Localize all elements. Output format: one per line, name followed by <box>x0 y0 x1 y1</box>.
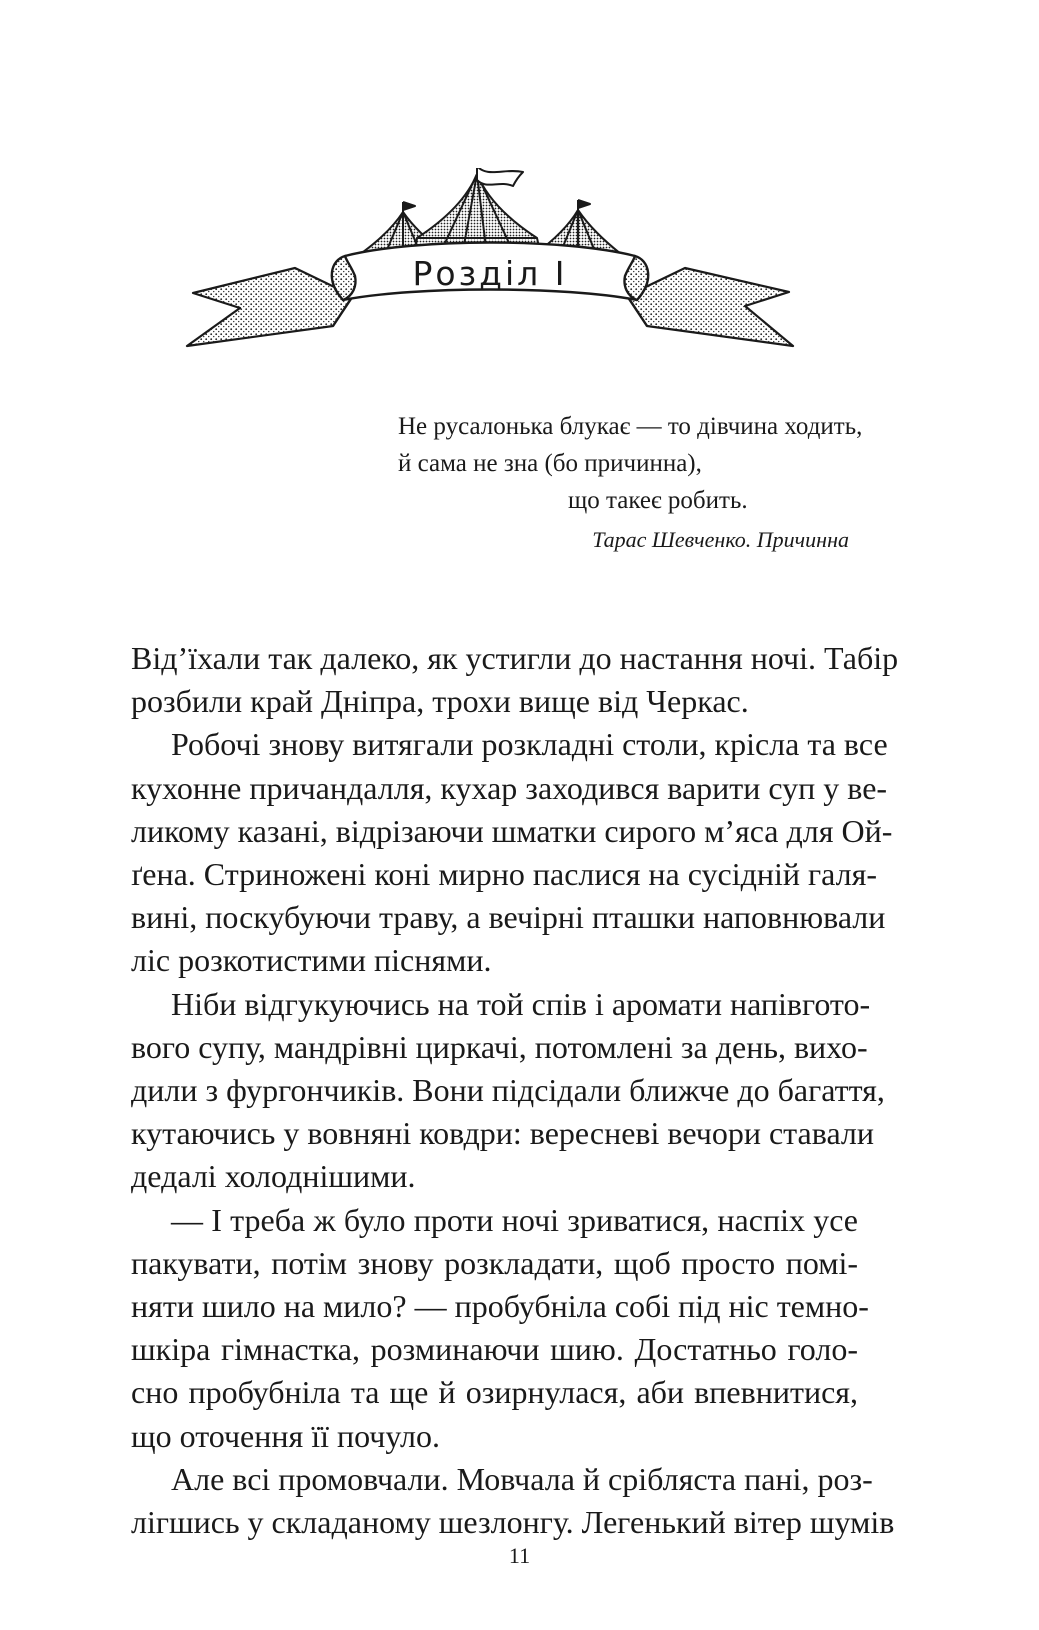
paragraph <box>131 637 899 723</box>
chapter-title: Розділ І <box>412 254 568 293</box>
text-line: — І треба ж було проти ночі зриватися, наспіх усе <box>171 1201 858 1238</box>
chapter-banner <box>185 168 795 368</box>
text-line: няти шило на мило? — пробубніла собі під ніс темно- <box>131 1288 869 1325</box>
epigraph-line: що такеє робить. <box>568 487 748 514</box>
epigraph <box>398 408 863 558</box>
paragraph <box>131 983 885 1199</box>
epigraph-line: Не русалонька блукає — то дівчина ходить, <box>398 413 863 440</box>
text-line: дили з фургончиків. Вони підсідали ближче до багаття, <box>131 1072 885 1109</box>
paragraph <box>131 1199 869 1458</box>
text-line: пакувати, потім знову розкладати, щоб просто помі- <box>131 1244 858 1281</box>
epigraph-attribution: Тарас Шевченко. Причинна <box>592 527 849 552</box>
text-line: сно пробубніла та ще й озирнулася, аби впевнитися, <box>131 1374 858 1411</box>
text-line: Робочі знову витягали розкладні столи, крісла та все <box>171 726 888 763</box>
text-line: кутаючись у вовняні ковдри: вересневі вечори ставали <box>131 1115 875 1152</box>
text-line: вого супу, мандрівні циркачі, потомлені за день, вихо- <box>131 1028 868 1065</box>
circus-tents-ribbon-illustration <box>185 168 795 368</box>
text-line: Але всі промовчали. Мовчала й срібляста пані, роз- <box>171 1460 873 1497</box>
epigraph-line: й сама не зна (бо причинна), <box>398 450 702 477</box>
chapter-body <box>131 637 899 1544</box>
text-line: ликому казані, відрізаючи шматки сирого м’яса для Ой- <box>131 812 893 849</box>
text-line: що оточення її почуло. <box>131 1417 440 1454</box>
page-number: 11 <box>508 1543 531 1568</box>
text-line: дедалі холоднішими. <box>131 1158 416 1195</box>
text-line: вині, поскубуючи траву, а вечірні пташки наповнювали <box>131 899 886 936</box>
text-line: лігшись у складаному шезлонгу. Легенький вітер шумів <box>131 1504 895 1541</box>
text-line: Від’їхали так далеко, як устигли до настання ночі. Табір <box>131 640 899 676</box>
text-line: розбили край Дніпра, трохи вище від Черкас. <box>131 683 749 720</box>
text-line: Ніби відгукуючись на той спів і аромати напівгото- <box>171 985 871 1022</box>
paragraph <box>131 1458 895 1544</box>
text-line: кухонне причандалля, кухар заходився варити суп у ве- <box>131 769 888 806</box>
paragraph <box>131 723 893 982</box>
text-line: ліс розкотистими піснями. <box>131 942 492 979</box>
text-line: шкіра гімнастка, розминаючи шию. Достатньо голо- <box>131 1331 858 1368</box>
text-line: ґена. Стриножені коні мирно паслися на сусідній галя- <box>131 856 877 893</box>
